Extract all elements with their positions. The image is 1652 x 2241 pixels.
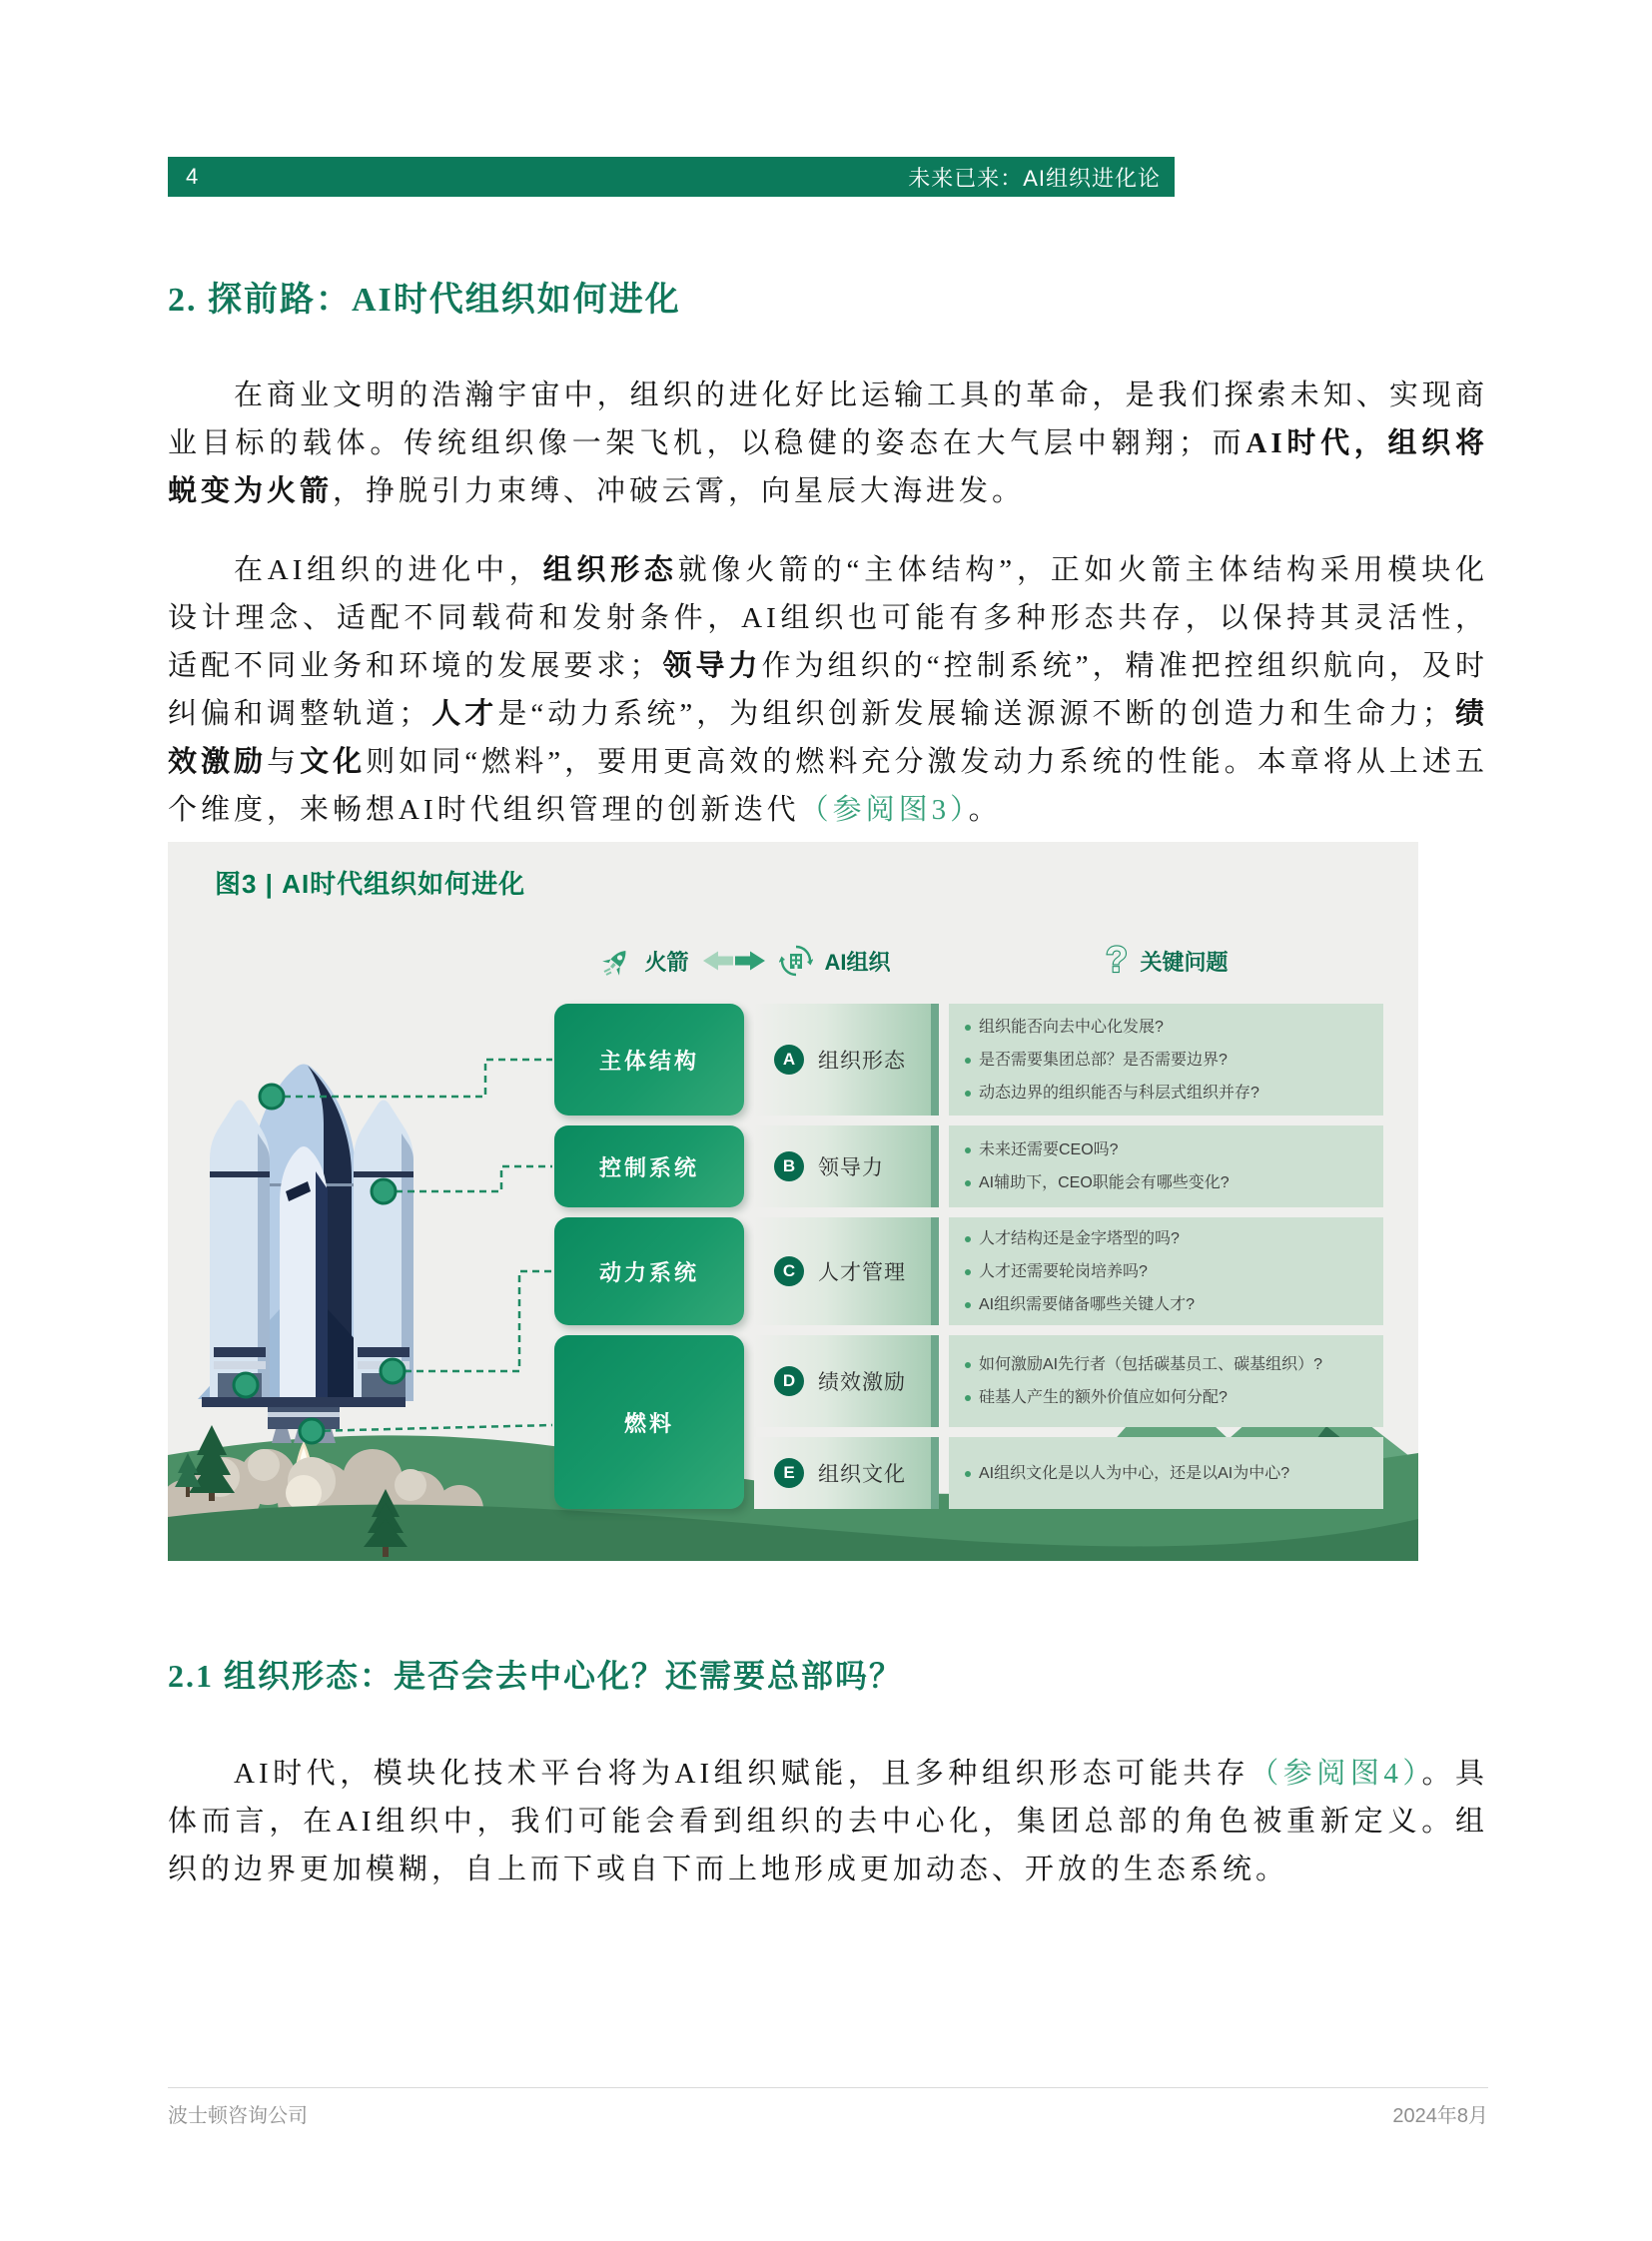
org-aspect-cell bbox=[754, 1125, 939, 1207]
legend-rocket-label: 火箭 bbox=[644, 949, 689, 975]
document-title: 未来已来：AI组织进化论 bbox=[908, 165, 1161, 191]
letter-badge: C bbox=[774, 1256, 804, 1286]
body-paragraph-2: 在AI组织的进化中，组织形态就像火箭的“主体结构”，正如火箭主体结构采用模块化设计理念、适配不同载荷和发射条件，AI组织也可能有多种形态共存，以保持其灵活性，适配不同业务和环境的发展要求；领导力作为组织的“控制系统”，精准把控组织航向，及时纠偏和调整轨道；人才是“动力系统”，为组织创新发展输送源源不断的创造力和生命力；绩效激励与文化则如同“燃料”，要用更高效的燃料充分激发动力系统的性能。本章将从上述五个维度，来畅想AI时代组织管理的创新迭代（参阅图3）。 bbox=[168, 554, 1488, 826]
question-cell bbox=[949, 1335, 1383, 1427]
question-item: AI辅助下，CEO职能会有哪些变化? bbox=[965, 1166, 1367, 1199]
question-item: AI组织需要储备哪些关键人才? bbox=[965, 1288, 1367, 1321]
question-cell bbox=[949, 1217, 1383, 1325]
figure-title: 图3 | AI时代组织如何进化 bbox=[215, 869, 526, 899]
legend-org-label: AI组织 bbox=[824, 949, 891, 975]
body-paragraph-1: 在商业文明的浩瀚宇宙中，组织的进化好比运输工具的革命，是我们探索未知、实现商业目标的载体。传统组织像一架飞机，以稳健的姿态在大气层中翱翔；而AI时代，组织将蜕变为火箭，挣脱引力束缚、冲破云霄，向星辰大海进发。 bbox=[168, 379, 1488, 507]
question-item: 是否需要集团总部？是否需要边界? bbox=[965, 1044, 1367, 1077]
question-list bbox=[965, 1457, 1367, 1490]
bullet-dot bbox=[965, 1180, 971, 1186]
letter-badge: E bbox=[774, 1458, 804, 1488]
aspect-label: 绩效激励 bbox=[818, 1371, 906, 1394]
rocket-part-label: 控制系统 bbox=[554, 1125, 744, 1207]
org-cycle-icon bbox=[779, 944, 813, 978]
question-item: 如何激励AI先行者（包括碳基员工、碳基组织）? bbox=[965, 1348, 1367, 1381]
legend-rocket-org bbox=[554, 944, 939, 978]
bullet-dot bbox=[965, 1269, 971, 1275]
figure-legend bbox=[554, 940, 1383, 982]
question-mark-icon bbox=[1104, 940, 1130, 982]
question-item: 人才还需要轮岗培养吗? bbox=[965, 1255, 1367, 1288]
question-list bbox=[965, 1348, 1367, 1414]
question-cell bbox=[949, 1437, 1383, 1509]
question-item: 组织能否向去中心化发展? bbox=[965, 1011, 1367, 1044]
body-paragraph-3: AI时代，模块化技术平台将为AI组织赋能，且多种组织形态可能共存（参阅图4）。具体而言，在AI组织中，我们可能会看到组织的去中心化，集团总部的角色被重新定义。组织的边界更加模糊，自上而下或自下而上地形成更加动态、开放的生态系统。 bbox=[168, 1758, 1488, 1885]
page-header-bar bbox=[168, 157, 1175, 197]
bullet-dot bbox=[965, 1471, 971, 1477]
org-aspect-cell bbox=[754, 1335, 939, 1427]
rocket-icon bbox=[602, 946, 632, 976]
question-item: 未来还需要CEO吗? bbox=[965, 1133, 1367, 1166]
question-item: 动态边界的组织能否与科层式组织并存? bbox=[965, 1077, 1367, 1110]
aspect-label: 组织形态 bbox=[818, 1050, 906, 1073]
letter-badge: D bbox=[774, 1366, 804, 1396]
bullet-dot bbox=[965, 1236, 971, 1242]
rocket-part-label: 动力系统 bbox=[554, 1217, 744, 1325]
footer-date: 2024年8月 bbox=[1392, 2105, 1488, 2127]
bullet-dot bbox=[965, 1362, 971, 1368]
bullet-dot bbox=[965, 1302, 971, 1308]
question-item: 硅基人产生的额外价值应如何分配? bbox=[965, 1381, 1367, 1414]
double-arrow-icon bbox=[701, 949, 767, 973]
aspect-label: 组织文化 bbox=[818, 1463, 906, 1486]
question-cell bbox=[949, 1125, 1383, 1207]
question-list bbox=[965, 1133, 1367, 1199]
org-aspect-cell bbox=[754, 1004, 939, 1116]
org-aspect-cell bbox=[754, 1437, 939, 1509]
figure-3 bbox=[168, 842, 1418, 1561]
legend-questions-label: 关键问题 bbox=[1140, 949, 1229, 975]
section-heading: 2. 探前路：AI时代组织如何进化 bbox=[168, 282, 681, 319]
letter-badge: A bbox=[774, 1045, 804, 1075]
footer-company: 波士顿咨询公司 bbox=[168, 2105, 308, 2127]
aspect-label: 领导力 bbox=[818, 1156, 884, 1179]
figure-table bbox=[554, 1004, 1383, 1509]
bullet-dot bbox=[965, 1091, 971, 1097]
aspect-label: 人才管理 bbox=[818, 1261, 906, 1284]
page-footer bbox=[168, 2099, 1488, 2128]
rocket-part-label: 主体结构 bbox=[554, 1004, 744, 1116]
question-list bbox=[965, 1222, 1367, 1321]
letter-badge: B bbox=[774, 1151, 804, 1181]
rocket-part-label: 燃料 bbox=[554, 1335, 744, 1509]
page-number: 4 bbox=[186, 164, 199, 189]
svg-text:?: ? bbox=[1106, 940, 1129, 980]
question-item: 人才结构还是金字塔型的吗? bbox=[965, 1222, 1367, 1255]
question-cell bbox=[949, 1004, 1383, 1116]
bullet-dot bbox=[965, 1025, 971, 1031]
subsection-heading: 2.1 组织形态：是否会去中心化？还需要总部吗？ bbox=[168, 1658, 904, 1694]
legend-questions bbox=[949, 940, 1383, 982]
question-item: AI组织文化是以人为中心，还是以AI为中心? bbox=[965, 1457, 1367, 1490]
question-list bbox=[965, 1011, 1367, 1110]
bullet-dot bbox=[965, 1058, 971, 1064]
bullet-dot bbox=[965, 1395, 971, 1401]
footer-divider bbox=[168, 2087, 1488, 2088]
bullet-dot bbox=[965, 1147, 971, 1153]
org-aspect-cell bbox=[754, 1217, 939, 1325]
